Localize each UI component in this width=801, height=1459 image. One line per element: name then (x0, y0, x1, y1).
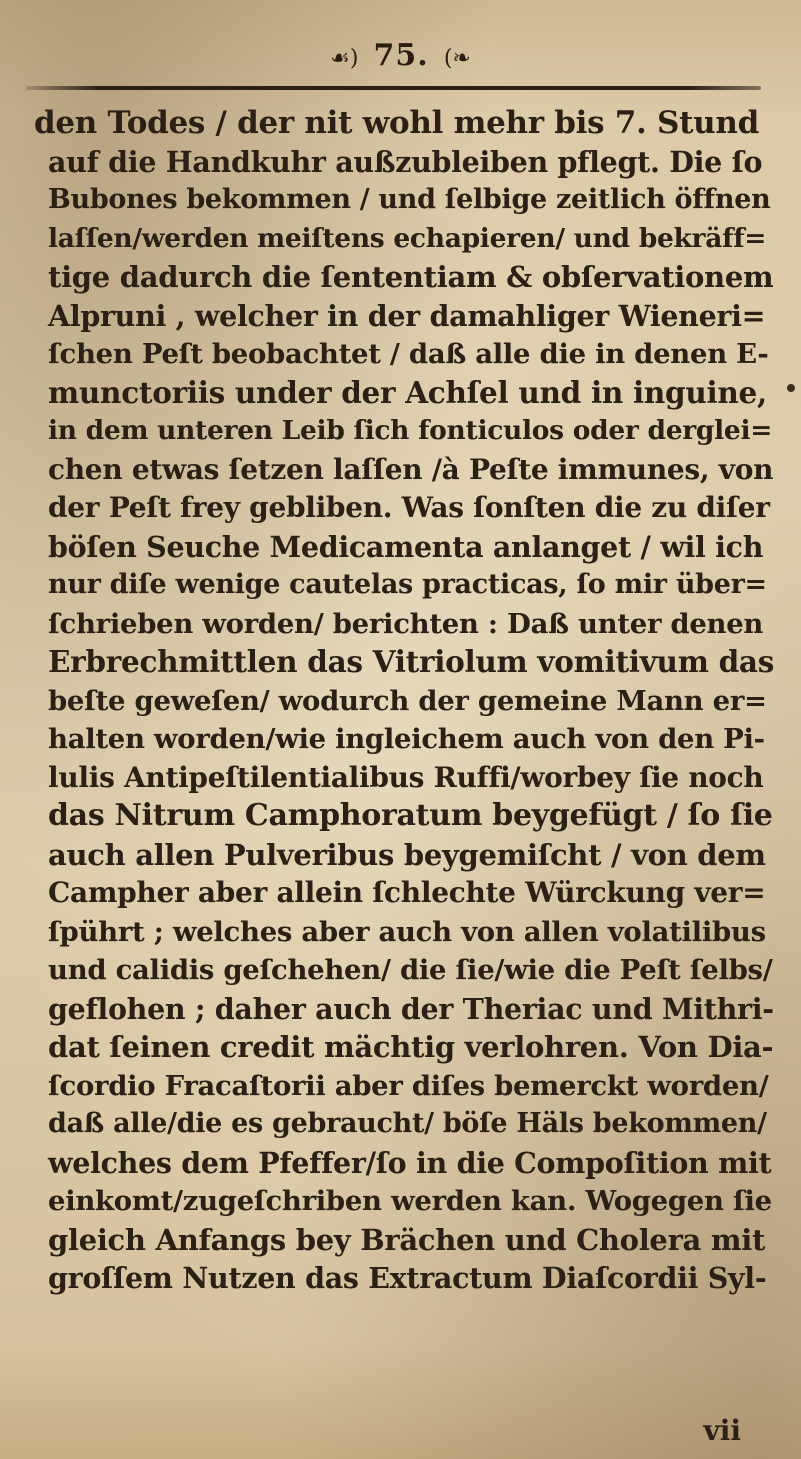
ink-spot (787, 384, 795, 392)
header-rule (26, 86, 761, 90)
text-line: Campher aber allein ſchlechte Würckung ver= (48, 876, 766, 909)
text-line: den Todes / der nit wohl mehr bis 7. Stund (34, 105, 759, 141)
ornament-left: ☙) (330, 46, 359, 71)
text-line: ſcordio Fracaſtorii aber diſes bemerckt worden/ (48, 1069, 769, 1102)
text-line: das Nitrum Camphoratum beygefügt / ſo ſie (48, 798, 773, 833)
text-line: lulis Antipeſtilentialibus Ruffi/worbey ſie noch (48, 760, 764, 794)
text-line: Alpruni , welcher in der damahliger Wieneri= (48, 298, 766, 333)
text-line: geflohen ; daher auch der Theriac und Mithri- (48, 991, 774, 1026)
text-line: auch allen Pulveribus beygemiſcht / von dem (48, 837, 766, 872)
text-line: nur diſe wenige cautelas practicas, ſo mir über= (48, 569, 767, 600)
text-line: tige dadurch die ſententiam & obſervationem (48, 260, 774, 294)
page-number: 75. (373, 38, 429, 73)
ornament-right: (❧ (443, 46, 471, 71)
text-line: chen etwas ſetzen laſſen /à Peſte immunes, von (48, 452, 774, 486)
text-line: halten worden/wie ingleichem auch von den Pi- (48, 723, 765, 755)
text-line: laſſen/werden meiſtens echapieren/ und bekräff= (48, 222, 767, 254)
text-line: böſen Seuche Medicamenta anlanget / wil ich (48, 529, 764, 564)
catchword: vii (703, 1414, 741, 1447)
text-line: ſpührt ; welches aber auch von allen volatilibus (48, 915, 766, 948)
text-line: und calidis geſchehen/ die ſie/wie die Peſt ſelbs/ (48, 954, 773, 986)
text-line: ſchen Peſt beobachtet / daß alle die in denen E- (48, 338, 769, 370)
text-line: in dem unteren Leib ſich fonticulos oder derglei= (48, 415, 773, 446)
text-line: der Peſt frey gebliben. Was ſonſten die zu diſer (48, 491, 770, 524)
text-line: munctoriis under der Achſel und in inguine, (48, 374, 767, 410)
text-line: gleich Anfangs bey Brächen und Cholera mit (48, 1222, 766, 1257)
text-line: Erbrechmittlen das Vitriolum vomitivum das (48, 644, 774, 679)
text-line: dat ſeinen credit mächtig verlohren. Von Dia- (48, 1030, 774, 1064)
page-header (0, 38, 801, 78)
text-line: daß alle/die es gebraucht/ böſe Häls bekommen/ (48, 1108, 767, 1139)
text-line: welches dem Pfeffer/ſo in die Compoſition mit (48, 1145, 772, 1180)
text-line: beſte geweſen/ wodurch der gemeine Mann er= (48, 684, 767, 717)
text-line: ſchrieben worden/ berichten : Daß unter denen (48, 607, 764, 640)
text-line: Bubones bekommen / und ſelbige zeitlich öffnen (48, 184, 771, 215)
text-line: groſſem Nutzen das Extractum Diaſcordii Syl- (48, 1261, 767, 1295)
text-line: einkomt/zugeſchriben werden kan. Wogegen ſie (48, 1185, 772, 1217)
text-line: auf die Handkuhr außzubleiben pflegt. Die ſo (48, 144, 763, 179)
body-text (34, 104, 774, 1298)
